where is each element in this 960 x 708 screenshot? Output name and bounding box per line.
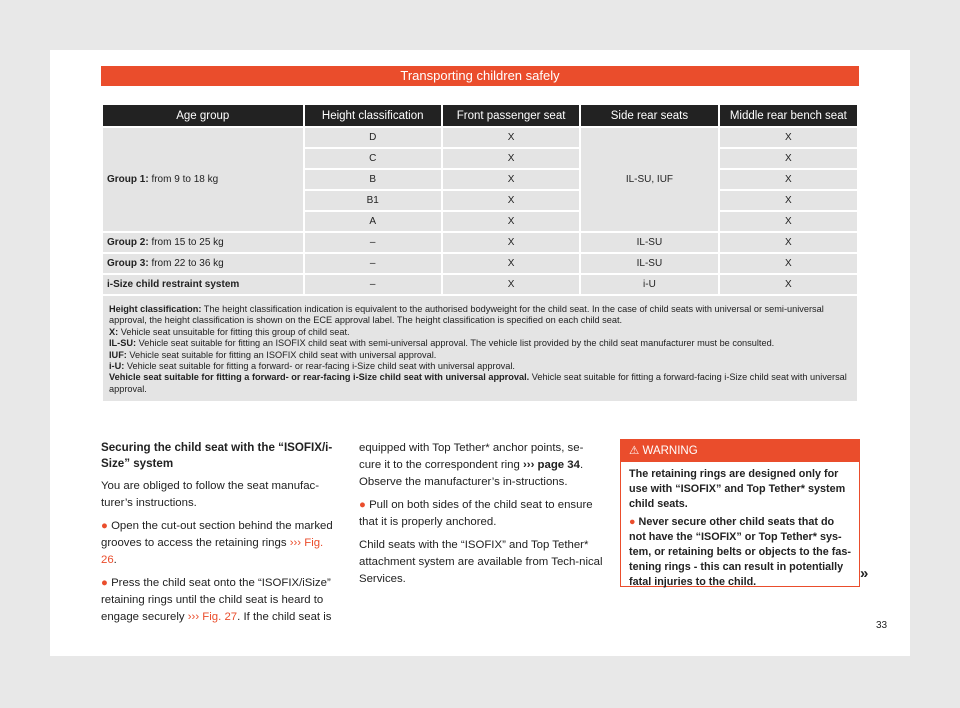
group1-label: Group 1: (107, 174, 149, 185)
isize-label: i-Size child restraint system (107, 279, 240, 290)
note-vehicle-seat (109, 372, 852, 395)
child-seat-table (101, 103, 859, 403)
section-heading: Securing the child seat with the “ISOFIX/i-Size” system (101, 441, 333, 470)
table-row (103, 233, 857, 252)
cell-front: X (443, 254, 579, 273)
warning-bullet (629, 515, 851, 590)
note-label: X: (109, 326, 119, 337)
bullet-icon: ● (359, 499, 366, 511)
note-ilsu (109, 338, 852, 349)
cell-height: – (305, 275, 441, 294)
isize-cell (103, 275, 303, 294)
note-x (109, 327, 852, 338)
warning-header (621, 440, 859, 462)
cell-middle: X (720, 212, 857, 231)
note-text: The height classification indication is equivalent to the authorised bodyweight for the child seat. In the case of child seats with universal or semi-universal approval, the height classification is shown on the ECE approval label. The height classification is specified on each child seat. (109, 304, 824, 326)
note-label: Height classification: (109, 304, 202, 314)
group2-label: Group 2: (107, 237, 149, 248)
bullet-icon: ● (629, 516, 636, 528)
paragraph-text: . Observe the manufacturer’s in-structions. (359, 459, 584, 488)
cell-front: X (443, 191, 579, 210)
text-column-2 (359, 440, 603, 594)
bullet-item (101, 575, 341, 626)
text-column-1 (101, 440, 341, 632)
note-label: IL-SU: (109, 338, 137, 349)
cell-height: B (305, 170, 441, 189)
section-header: Transporting children safely (101, 66, 859, 86)
cell-middle: X (720, 233, 857, 252)
cell-side: IL-SU (581, 254, 717, 273)
note-text: Vehicle seat suitable for fitting an ISOFIX child seat with semi-universal approval. The vehicle list provided by the child seat manufacturer must be consulted. (138, 338, 775, 349)
note-label: IUF: (109, 349, 127, 360)
col-header-middle-rear: Middle rear bench seat (720, 105, 857, 126)
cell-front: X (443, 149, 579, 168)
cell-middle: X (720, 191, 857, 210)
note-height (109, 304, 852, 327)
warning-bullet-text: Never secure other child seats that do not have the “ISOFIX” or Top Tether* sys-tem, or retaining belts or objects to the fas-tening rings - this can result in potentially fatal injuries to the child. (629, 516, 851, 588)
cell-front: X (443, 275, 579, 294)
note-iu (109, 361, 852, 372)
table-header-row (103, 105, 857, 126)
note-text: Vehicle seat suitable for fitting an ISOFIX child seat with universal approval. (129, 349, 437, 360)
bullet-text: Open the cut-out section behind the marked grooves to access the retaining rings (101, 520, 333, 549)
cell-front: X (443, 170, 579, 189)
note-text: Vehicle seat unsuitable for fitting this group of child seat. (120, 326, 350, 337)
page-link[interactable]: ››› page 34 (523, 459, 580, 471)
cell-middle: X (720, 275, 857, 294)
warning-title: WARNING (642, 445, 698, 457)
continue-mark: » (860, 565, 869, 582)
cell-middle: X (720, 170, 857, 189)
group2-cell (103, 233, 303, 252)
table-row (103, 254, 857, 273)
warning-triangle-icon: ⚠ (629, 445, 640, 457)
figure-link[interactable]: ››› Fig. 27 (187, 611, 238, 623)
bullet-item (359, 497, 603, 531)
paragraph: Child seats with the “ISOFIX” and Top Tether* attachment system are available from Tech-nical Services. (359, 539, 603, 585)
table-row (103, 275, 857, 294)
group3-cell (103, 254, 303, 273)
bullet-icon: ● (101, 520, 108, 532)
paragraph-text: equipped with Top Tether* anchor points, se-cure it to the correspondent ring (359, 442, 584, 471)
bullet-text-tail: . If the child seat is (237, 611, 332, 623)
note-iuf (109, 350, 852, 361)
cell-middle: X (720, 128, 857, 147)
cell-middle: X (720, 149, 857, 168)
note-label: Vehicle seat suitable for fitting a forward- or rear-facing i-Size child seat with universal approval. (109, 372, 530, 383)
bullet-icon: ● (101, 577, 108, 589)
cell-height: B1 (305, 191, 441, 210)
note-text: Vehicle seat suitable for fitting a forward- or rear-facing i-Size child seat with universal approval. (126, 361, 515, 372)
warning-box (620, 439, 860, 587)
intro-paragraph: You are obliged to follow the seat manufac-turer’s instructions. (101, 480, 320, 509)
table-notes (103, 296, 857, 401)
figure-link[interactable]: ››› Fig. 26 (101, 537, 324, 566)
col-header-height: Height classification (305, 105, 441, 126)
bullet-text: Press the child seat onto the “ISOFIX/iSize” retaining rings until the child seat is heard to engage securely (101, 577, 331, 623)
note-label: i-U: (109, 361, 125, 372)
cell-side: IL-SU (581, 233, 717, 252)
group1-cell (103, 128, 303, 231)
cell-height: D (305, 128, 441, 147)
cell-middle: X (720, 254, 857, 273)
bullet-text: Pull on both sides of the child seat to ensure that it is properly anchored. (359, 499, 593, 528)
table-row (103, 128, 857, 147)
bullet-item: ● Open the cut-out section behind the marked grooves to access the retaining rings ››› Fig. 26. (101, 520, 333, 566)
cell-side: i-U (581, 275, 717, 294)
cell-height: – (305, 254, 441, 273)
cell-height: – (305, 233, 441, 252)
warning-paragraph: The retaining rings are designed only for use with “ISOFIX” and Top Tether* system child seats. (629, 468, 846, 510)
cell-front: X (443, 233, 579, 252)
col-header-front-seat: Front passenger seat (443, 105, 579, 126)
cell-height: A (305, 212, 441, 231)
paragraph (359, 440, 603, 491)
group1-side-rear: IL-SU, IUF (581, 128, 717, 231)
page-number: 33 (876, 620, 888, 631)
note-text: Vehicle seat suitable for fitting a forward-facing i-Size child seat with universal approval. (109, 372, 847, 394)
cell-front: X (443, 212, 579, 231)
warning-body (621, 462, 859, 590)
group2-range: from 15 to 25 kg (151, 237, 224, 248)
col-header-side-rear: Side rear seats (581, 105, 717, 126)
group3-label: Group 3: (107, 258, 149, 269)
table-notes-row (103, 296, 857, 401)
group1-range: from 9 to 18 kg (151, 174, 219, 185)
cell-height: C (305, 149, 441, 168)
group3-range: from 22 to 36 kg (151, 258, 224, 269)
cell-front: X (443, 128, 579, 147)
col-header-age-group: Age group (103, 105, 303, 126)
